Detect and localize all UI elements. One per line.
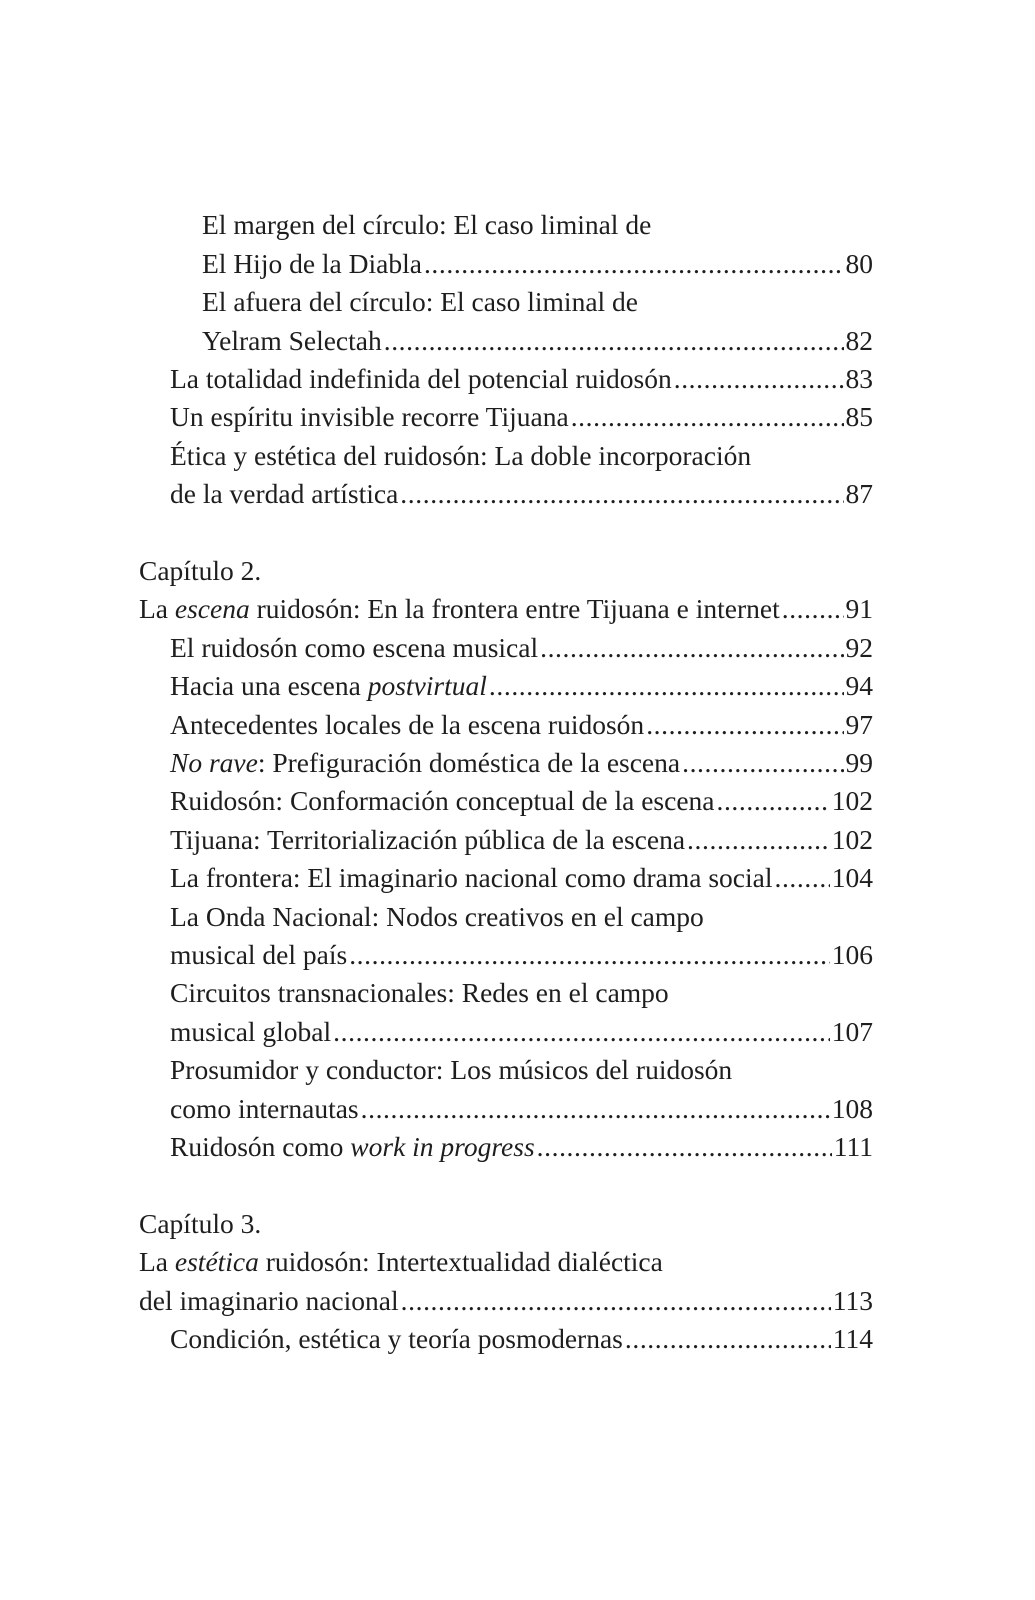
toc-entry: [170, 629, 873, 667]
dot-leader: [774, 859, 829, 897]
chapter-3-title-line2: [139, 1282, 873, 1320]
toc-entry: [202, 245, 873, 283]
dot-leader: [687, 821, 830, 859]
toc-entry: [170, 398, 873, 436]
toc-entry-title: Tijuana: Territorialización pública de la escena: [170, 824, 686, 855]
toc-page-number: 83: [845, 363, 873, 394]
toc-entry-title: Prosumidor y conductor: Los músicos del ruidosón: [170, 1054, 733, 1085]
dot-leader: [401, 1282, 831, 1320]
toc-entry: [170, 936, 873, 974]
dot-leader: [674, 360, 844, 398]
toc-page-number: 82: [845, 325, 873, 356]
toc-page-number: 114: [832, 1323, 873, 1354]
toc-entry-title: El margen del círculo: El caso liminal de: [202, 209, 652, 240]
dot-leader: [384, 322, 844, 360]
toc-entry-title: Hacia una escena postvirtual: [170, 670, 487, 701]
toc-entry: [170, 437, 751, 475]
toc-entry-title: Yelram Selectah: [202, 325, 382, 356]
toc-entry: [170, 1128, 873, 1166]
toc-entry: [170, 1013, 873, 1051]
chapter-3-title: La estética ruidosón: Intertextualidad dialéctica: [139, 1246, 663, 1277]
toc-page-number: 99: [845, 747, 873, 778]
chapter-2-label: Capítulo 2.: [139, 555, 262, 586]
toc-entry: [170, 706, 873, 744]
toc-entry: [202, 206, 651, 244]
toc-entry-title: La totalidad indefinida del potencial ruidosón: [170, 363, 672, 394]
toc-page-number: 80: [845, 248, 873, 279]
dot-leader: [646, 706, 843, 744]
toc-entry-title: Ruidosón como work in progress: [170, 1131, 535, 1162]
dot-leader: [540, 629, 843, 667]
toc-entry-title: La Onda Nacional: Nodos creativos en el campo: [170, 901, 704, 932]
toc-entry-title: Antecedentes locales de la escena ruidosón: [170, 709, 645, 740]
toc-entry: [170, 974, 669, 1012]
toc-entry: [170, 1090, 873, 1128]
toc-entry-title: musical del país: [170, 939, 348, 970]
toc-entry-title: La frontera: El imaginario nacional como drama social: [170, 862, 773, 893]
dot-leader: [625, 1320, 831, 1358]
dot-leader: [349, 936, 830, 974]
toc-entry-title: como internautas: [170, 1093, 359, 1124]
toc-entry-title: No rave: Prefiguración doméstica de la escena: [170, 747, 681, 778]
toc-entry: [170, 360, 873, 398]
dot-leader: [424, 245, 844, 283]
dot-leader: [537, 1128, 832, 1166]
toc-entry-title: Ética y estética del ruidosón: La doble incorporación: [170, 440, 752, 471]
dot-leader: [400, 475, 843, 513]
dot-leader: [361, 1090, 830, 1128]
toc-page-number: 102: [831, 785, 873, 816]
toc-entry: [170, 1320, 873, 1358]
toc-page-number: 85: [845, 401, 873, 432]
toc-entry: [170, 475, 873, 513]
toc-page-number: 92: [845, 632, 873, 663]
toc-entry-title: Condición, estética y teoría posmodernas: [170, 1323, 623, 1354]
toc-entry: [170, 782, 873, 820]
toc-entry: [170, 744, 873, 782]
toc-page-number: 91: [845, 593, 873, 624]
toc-entry-title: Un espíritu invisible recorre Tijuana: [170, 401, 569, 432]
dot-leader: [571, 398, 844, 436]
toc-entry: [202, 283, 638, 321]
toc-entry-title: El afuera del círculo: El caso liminal de: [202, 286, 638, 317]
toc-entry: [170, 898, 704, 936]
chapter-title-text: del imaginario nacional: [139, 1285, 399, 1316]
toc-page-number: 108: [831, 1093, 873, 1124]
toc-page-number: 87: [845, 478, 873, 509]
chapter-title-text: La escena ruidosón: En la frontera entre Tijuana e internet: [139, 593, 780, 624]
toc-entry: [170, 667, 873, 705]
chapter-2-title: [139, 590, 873, 628]
toc-page-number: 113: [832, 1285, 873, 1316]
dot-leader: [716, 782, 829, 820]
toc-page-number: 97: [845, 709, 873, 740]
dot-leader: [333, 1013, 830, 1051]
toc-entry: [170, 821, 873, 859]
toc-page-number: 104: [831, 862, 873, 893]
dot-leader: [782, 590, 844, 628]
toc-entry-title: Circuitos transnacionales: Redes en el campo: [170, 977, 669, 1008]
toc-page-number: 111: [833, 1131, 873, 1162]
chapter-3-label: Capítulo 3.: [139, 1208, 262, 1239]
toc-entry: [170, 1051, 732, 1089]
toc-entry-title: Ruidosón: Conformación conceptual de la escena: [170, 785, 715, 816]
toc-entry-title: El ruidosón como escena musical: [170, 632, 539, 663]
toc-page-number: 102: [831, 824, 873, 855]
toc-entry-title: El Hijo de la Diabla: [202, 248, 422, 279]
dot-leader: [682, 744, 843, 782]
toc-entry: [202, 322, 873, 360]
toc-page-number: 94: [845, 670, 873, 701]
dot-leader: [489, 667, 844, 705]
toc-page-number: 107: [831, 1016, 873, 1047]
toc-page-number: 106: [831, 939, 873, 970]
toc-entry-title: musical global: [170, 1016, 332, 1047]
toc-entry-title: de la verdad artística: [170, 478, 399, 509]
toc-entry: [170, 859, 873, 897]
